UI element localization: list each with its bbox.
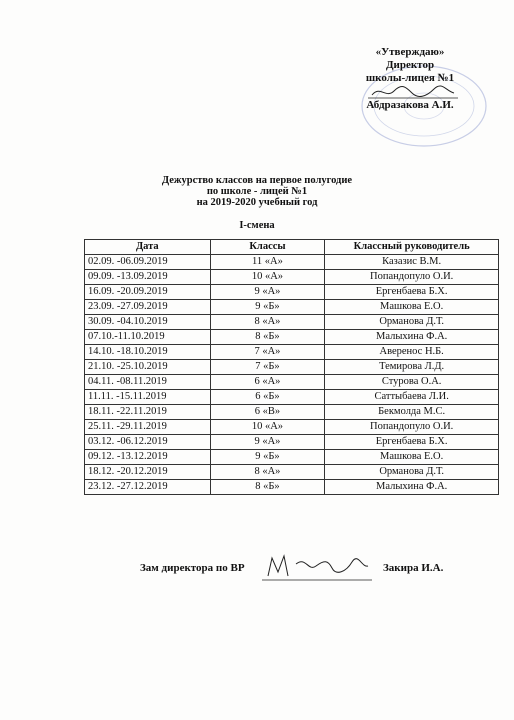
cell-date: 23.12. -27.12.2019 bbox=[85, 480, 211, 495]
cell-date: 30.09. -04.10.2019 bbox=[85, 315, 211, 330]
approval-school: школы-лицея №1 bbox=[365, 72, 455, 84]
table-row bbox=[85, 465, 499, 480]
cell-class: 6 «В» bbox=[210, 405, 325, 420]
cell-teacher: Стурова О.А. bbox=[325, 375, 499, 390]
deputy-signature bbox=[262, 550, 372, 587]
cell-class: 9 «Б» bbox=[210, 300, 325, 315]
approval-heading: «Утверждаю» bbox=[375, 46, 445, 58]
cell-date: 18.12. -20.12.2019 bbox=[85, 465, 211, 480]
duty-table bbox=[84, 239, 499, 495]
cell-teacher: Малыхина Ф.А. bbox=[325, 480, 499, 495]
footer-name: Закира И.А. bbox=[383, 562, 444, 574]
table-row bbox=[85, 480, 499, 495]
cell-date: 07.10.-11.10.2019 bbox=[85, 330, 211, 345]
cell-date: 02.09. -06.09.2019 bbox=[85, 255, 211, 270]
cell-date: 11.11. -15.11.2019 bbox=[85, 390, 211, 405]
cell-date: 23.09. -27.09.2019 bbox=[85, 300, 211, 315]
shift-label: I-смена bbox=[239, 220, 275, 231]
cell-class: 11 «А» bbox=[210, 255, 325, 270]
table-header-row bbox=[85, 240, 499, 255]
table-row bbox=[85, 315, 499, 330]
title-line-2: по школе - лицей №1 bbox=[206, 186, 308, 197]
cell-class: 9 «Б» bbox=[210, 450, 325, 465]
cell-date: 09.09. -13.09.2019 bbox=[85, 270, 211, 285]
cell-date: 25.11. -29.11.2019 bbox=[85, 420, 211, 435]
deputy-signature-icon bbox=[262, 550, 372, 584]
cell-teacher: Темирова Л.Д. bbox=[325, 360, 499, 375]
title-line-3: на 2019-2020 учебный год bbox=[196, 197, 318, 208]
table-row bbox=[85, 390, 499, 405]
header-class: Классы bbox=[210, 240, 325, 255]
cell-class: 8 «Б» bbox=[210, 480, 325, 495]
cell-teacher: Малыхина Ф.А. bbox=[325, 330, 499, 345]
cell-class: 8 «А» bbox=[210, 315, 325, 330]
table-row bbox=[85, 450, 499, 465]
table-row bbox=[85, 345, 499, 360]
cell-date: 04.11. -08.11.2019 bbox=[85, 375, 211, 390]
cell-class: 10 «А» bbox=[210, 270, 325, 285]
header-date: Дата bbox=[85, 240, 211, 255]
cell-teacher: Попандопуло О.И. bbox=[325, 420, 499, 435]
cell-class: 7 «А» bbox=[210, 345, 325, 360]
cell-date: 18.11. -22.11.2019 bbox=[85, 405, 211, 420]
footer-role: Зам директора по ВР bbox=[140, 562, 245, 574]
cell-class: 9 «А» bbox=[210, 285, 325, 300]
cell-date: 14.10. -18.10.2019 bbox=[85, 345, 211, 360]
table-row bbox=[85, 285, 499, 300]
cell-teacher: Попандопуло О.И. bbox=[325, 270, 499, 285]
table-row bbox=[85, 300, 499, 315]
cell-date: 09.12. -13.12.2019 bbox=[85, 450, 211, 465]
cell-teacher: Орманова Д.Т. bbox=[325, 315, 499, 330]
cell-teacher: Бекмолда М.С. bbox=[325, 405, 499, 420]
table-row bbox=[85, 330, 499, 345]
header-teacher: Классный руководитель bbox=[325, 240, 499, 255]
cell-teacher: Саттыбаева Л.И. bbox=[325, 390, 499, 405]
footer-signature-block bbox=[0, 550, 514, 590]
table-row bbox=[85, 360, 499, 375]
cell-teacher: Машкова Е.О. bbox=[325, 300, 499, 315]
table-row bbox=[85, 255, 499, 270]
cell-teacher: Орманова Д.Т. bbox=[325, 465, 499, 480]
table-row bbox=[85, 270, 499, 285]
title-line-1: Дежурство классов на первое полугодие bbox=[161, 175, 353, 186]
cell-teacher: Машкова Е.О. bbox=[325, 450, 499, 465]
director-signature bbox=[330, 85, 490, 99]
cell-date: 21.10. -25.10.2019 bbox=[85, 360, 211, 375]
director-signature-icon bbox=[368, 83, 458, 101]
table-row bbox=[85, 375, 499, 390]
cell-teacher: Казазис В.М. bbox=[325, 255, 499, 270]
cell-date: 16.09. -20.09.2019 bbox=[85, 285, 211, 300]
cell-teacher: Аверенос Н.Б. bbox=[325, 345, 499, 360]
cell-class: 9 «А» bbox=[210, 435, 325, 450]
cell-date: 03.12. -06.12.2019 bbox=[85, 435, 211, 450]
cell-class: 10 «А» bbox=[210, 420, 325, 435]
cell-class: 6 «Б» bbox=[210, 390, 325, 405]
approval-block bbox=[330, 46, 490, 112]
document-title bbox=[0, 175, 514, 208]
cell-class: 6 «А» bbox=[210, 375, 325, 390]
table-row bbox=[85, 420, 499, 435]
cell-class: 7 «Б» bbox=[210, 360, 325, 375]
cell-teacher: Ергенбаева Б.Х. bbox=[325, 435, 499, 450]
approval-position: Директор bbox=[385, 59, 435, 71]
table-row bbox=[85, 405, 499, 420]
table-row bbox=[85, 435, 499, 450]
table-body bbox=[85, 255, 499, 495]
cell-teacher: Ергенбаева Б.Х. bbox=[325, 285, 499, 300]
cell-class: 8 «А» bbox=[210, 465, 325, 480]
cell-class: 8 «Б» bbox=[210, 330, 325, 345]
approval-name: Абдразакова А.И. bbox=[366, 99, 454, 111]
